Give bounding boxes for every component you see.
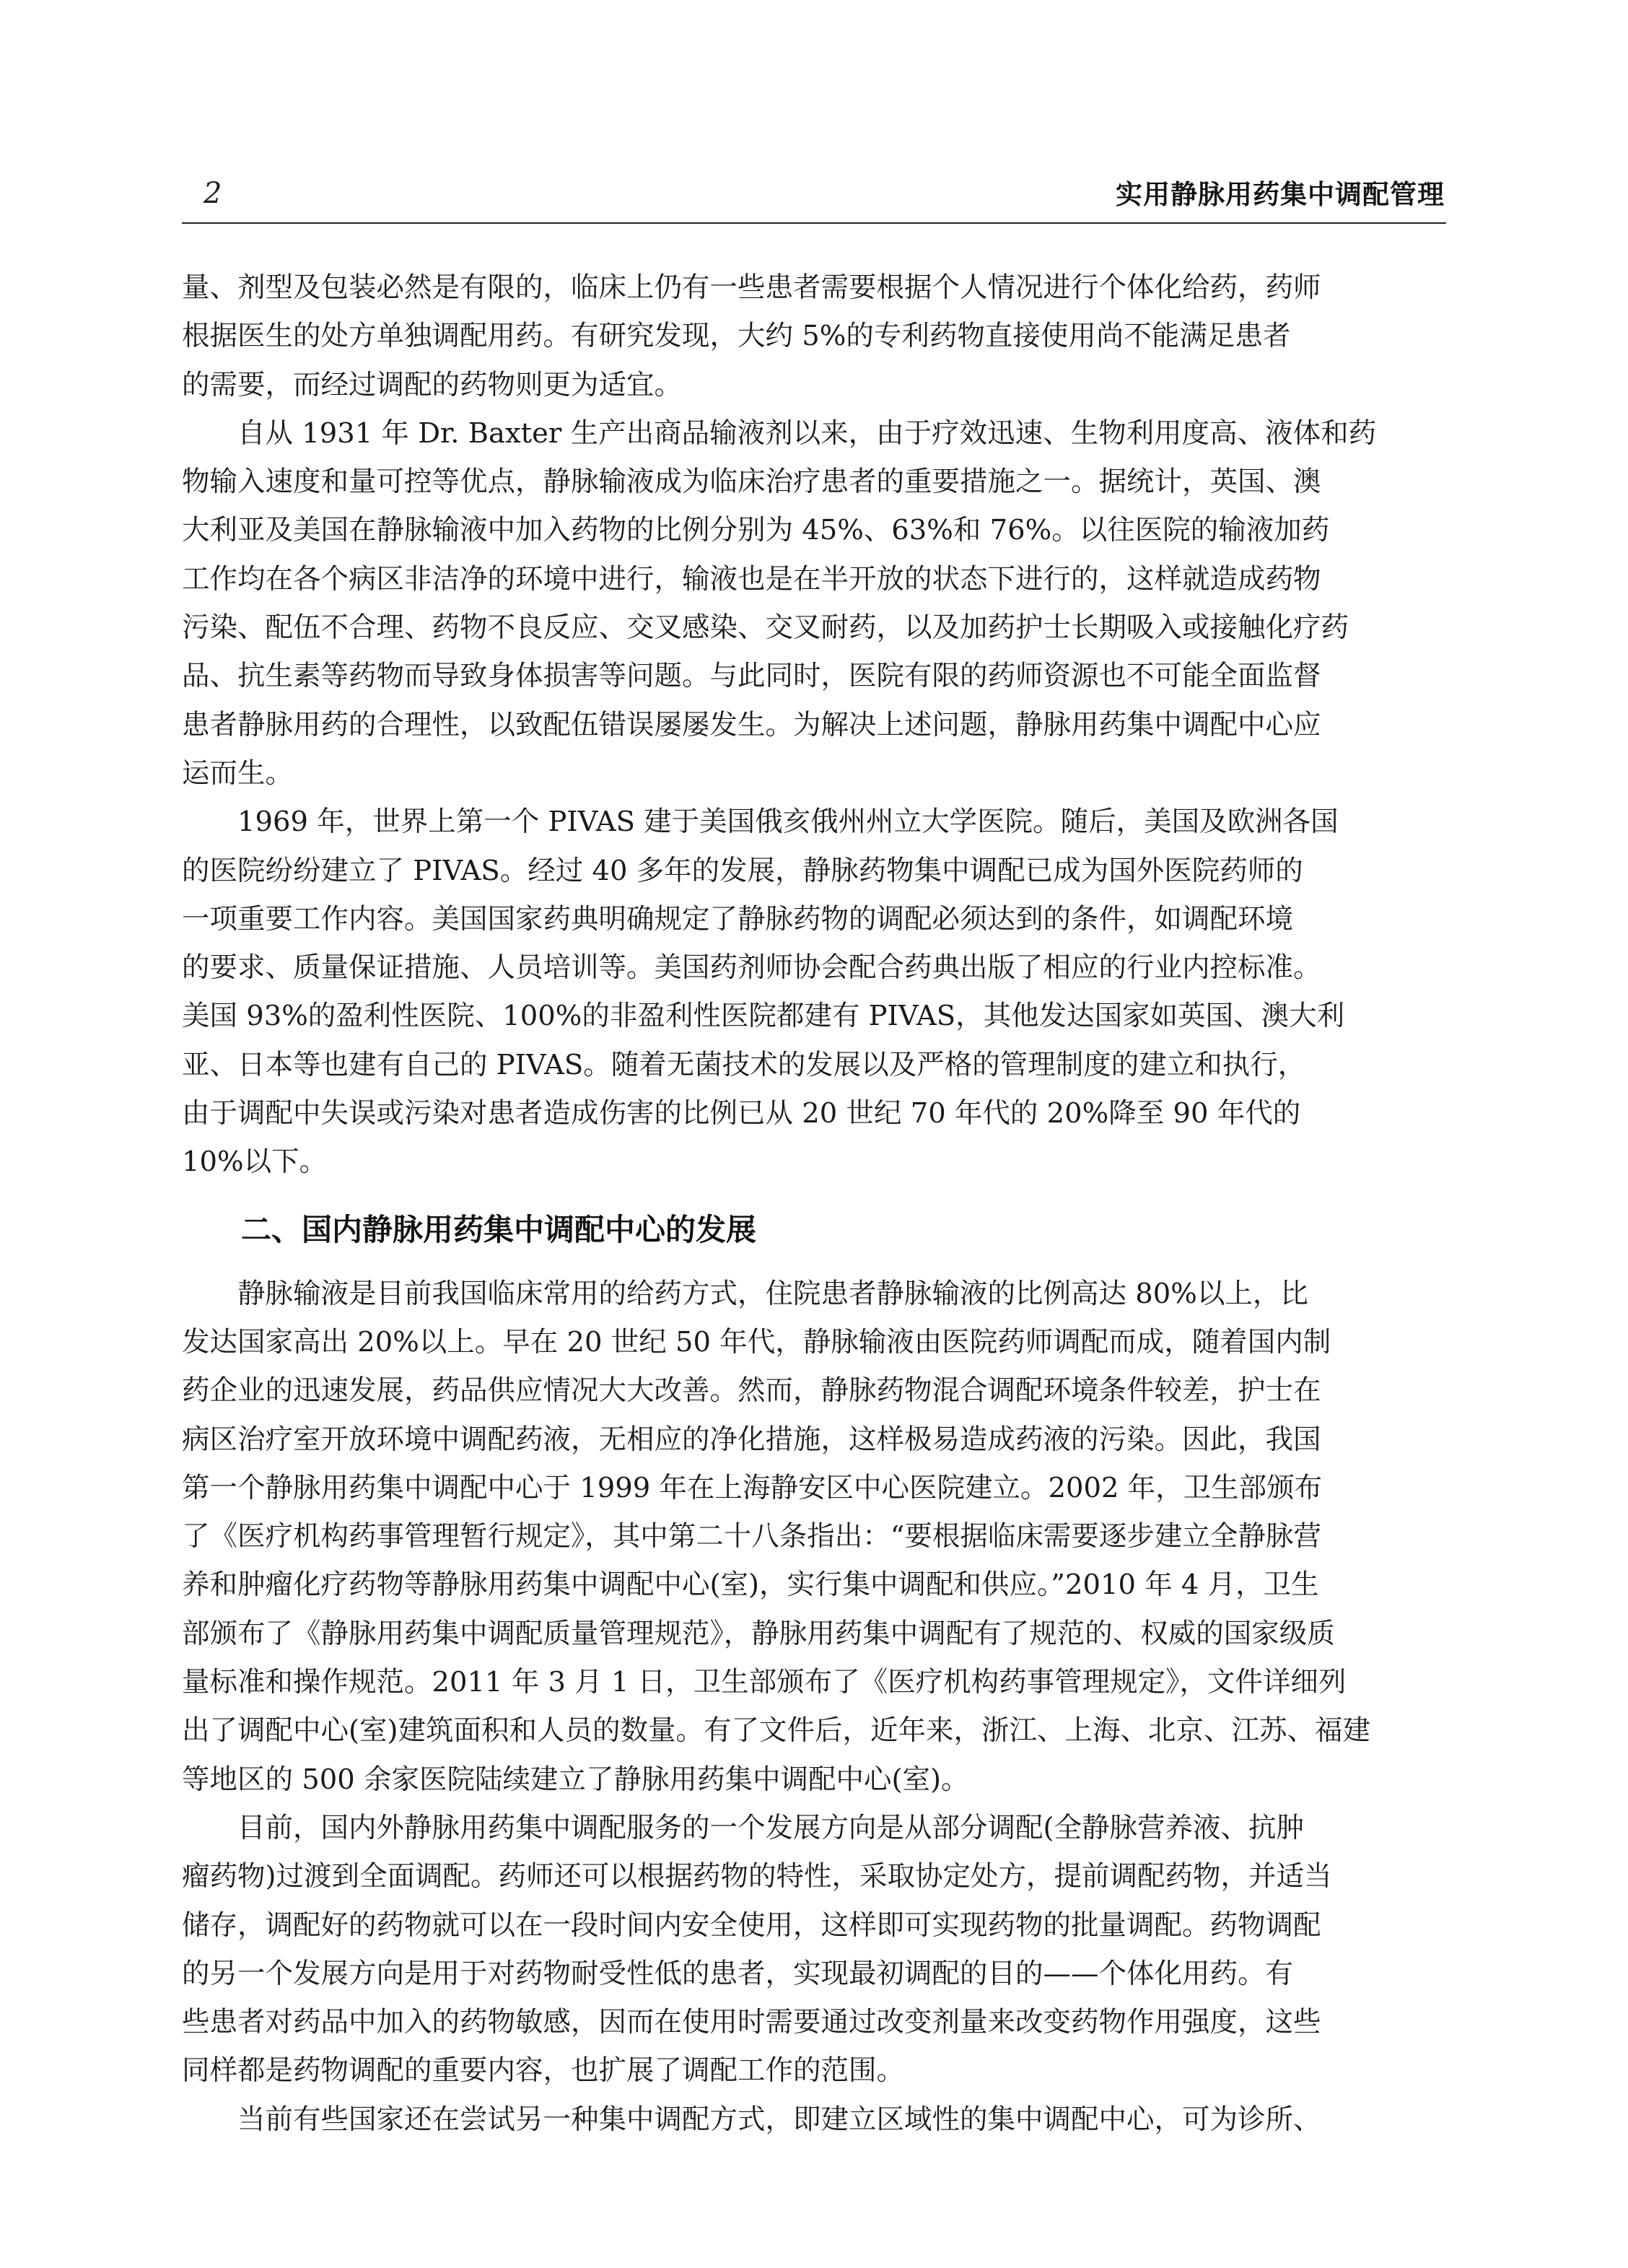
text-line: 药企业的迅速发展，药品供应情况大大改善。然而，静脉药物混合调配环境条件较差，护士在 (182, 1374, 1321, 1408)
page-header (182, 172, 1446, 224)
page-number: 2 (204, 177, 222, 210)
text-line: 一项重要工作内容。美国国家药典明确规定了静脉药物的调配必须达到的条件，如调配环境 (182, 902, 1294, 935)
section-heading: 二、国内静脉用药集中调配中心的发展 (241, 1211, 757, 1247)
text-line: 10%以下。 (182, 1146, 328, 1179)
text-line: 运而生。 (182, 756, 294, 790)
text-line: 了《医疗机构药事管理暂行规定》，其中第二十八条指出：“要根据临床需要逐步建立全静脉营 (182, 1520, 1321, 1553)
text-line: 的另一个发展方向是用于对药物耐受性低的患者，实现最初调配的目的——个体化用药。有 (182, 1957, 1294, 1990)
text-line: 养和肿瘤化疗药物等静脉用药集中调配中心(室)，实行集中调配和供应。”2010 年 4 月，卫生 (182, 1569, 1319, 1602)
text-line: 出了调配中心(室)建筑面积和人员的数量。有了文件后，近年来，浙江、上海、北京、江苏、福建 (182, 1714, 1371, 1748)
text-line: 物输入速度和量可控等优点，静脉输液成为临床治疗患者的重要措施之一。据统计，英国、澳 (182, 466, 1321, 499)
body-text (182, 263, 1446, 2144)
text-line: 工作均在各个病区非洁净的环境中进行，输液也是在半开放的状态下进行的，这样就造成药物 (182, 562, 1321, 596)
text-line: 病区治疗室开放环境中调配药液，无相应的净化措施，这样极易造成药液的污染。因此，我国 (182, 1423, 1321, 1456)
text-line: 瘤药物)过渡到全面调配。药师还可以根据药物的特性，采取协定处方，提前调配药物，并适当 (182, 1860, 1332, 1893)
text-line: 些患者对药品中加入的药物敏感，因而在使用时需要通过改变剂量来改变药物作用强度，这些 (182, 2006, 1321, 2039)
text-line: 自从 1931 年 Dr. Baxter 生产出商品输液剂以来，由于疗效迅速、生物利用度高、液体和药 (237, 416, 1377, 450)
text-line: 部颁布了《静脉用药集中调配质量管理规范》，静脉用药集中调配有了规范的、权威的国家级质 (182, 1617, 1335, 1650)
text-line: 大利亚及美国在静脉输液中加入药物的比例分别为 45%、63%和 76%。以往医院的输液加药 (182, 514, 1330, 547)
text-line: 等地区的 500 余家医院陆续建立了静脉用药集中调配中心(室)。 (182, 1763, 969, 1796)
paragraph-1 (182, 263, 1446, 409)
text-line: 由于调配中失误或污染对患者造成伤害的比例已从 20 世纪 70 年代的 20%降至 90 年代的 (182, 1097, 1301, 1130)
text-line: 的要求、质量保证措施、人员培训等。美国药剂师协会配合药典出版了相应的行业内控标准。 (182, 951, 1321, 985)
text-line: 根据医生的处方单独调配用药。有研究发现，大约 5%的专利药物直接使用尚不能满足患者 (182, 320, 1291, 353)
running-title: 实用静脉用药集中调配管理 (1116, 179, 1445, 210)
paragraph-3 (182, 798, 1446, 1186)
text-line: 的医院纷纷建立了 PIVAS。经过 40 多年的发展，静脉药物集中调配已成为国外医院药师的 (182, 854, 1303, 887)
text-line: 发达国家高出 20%以上。早在 20 世纪 50 年代，静脉输液由医院药师调配而成，随着国内制 (182, 1325, 1331, 1358)
text-line: 同样都是药物调配的重要内容，也扩展了调配工作的范围。 (182, 2054, 905, 2088)
text-line: 污染、配伍不合理、药物不良反应、交叉感染、交叉耐药，以及加药护士长期吸入或接触化疗药 (182, 611, 1349, 645)
text-line: 当前有些国家还在尝试另一种集中调配方式，即建立区域性的集中调配中心，可为诊所、 (237, 2103, 1321, 2136)
text-line: 量标准和操作规范。2011 年 3 月 1 日，卫生部颁布了《医疗机构药事管理规定》，文件详细列 (182, 1666, 1347, 1699)
text-line: 静脉输液是目前我国临床常用的给药方式，住院患者静脉输液的比例高达 80%以上，比 (237, 1277, 1308, 1310)
text-line: 储存，调配好的药物就可以在一段时间内安全使用，这样即可实现药物的批量调配。药物调配 (182, 1909, 1321, 1942)
text-line: 1969 年，世界上第一个 PIVAS 建于美国俄亥俄州州立大学医院。随后，美国及欧洲各国 (237, 806, 1339, 839)
paragraph-4 (182, 1270, 1446, 1804)
text-line: 美国 93%的盈利性医院、100%的非盈利性医院都建有 PIVAS，其他发达国家如英国、澳大利 (182, 1000, 1345, 1033)
text-line: 亚、日本等也建有自己的 PIVAS。随着无菌技术的发展以及严格的管理制度的建立和执行， (182, 1048, 1306, 1081)
text-line: 的需要，而经过调配的药物则更为适宜。 (182, 368, 683, 401)
text-line: 品、抗生素等药物而导致身体损害等问题。与此同时，医院有限的药师资源也不可能全面监督 (182, 660, 1321, 693)
paragraph-2 (182, 409, 1446, 798)
paragraph-6 (182, 2095, 1446, 2144)
text-line: 目前，国内外静脉用药集中调配服务的一个发展方向是从部分调配(全静脉营养液、抗肿 (237, 1811, 1305, 1844)
text-line: 患者静脉用药的合理性，以致配伍错误屡屡发生。为解决上述问题，静脉用药集中调配中心应 (182, 708, 1321, 741)
paragraph-5 (182, 1804, 1446, 2095)
text-line: 量、剂型及包装必然是有限的，临床上仍有一些患者需要根据个人情况进行个体化给药，药师 (182, 271, 1321, 304)
text-line: 第一个静脉用药集中调配中心于 1999 年在上海静安区中心医院建立。2002 年，卫生部颁布 (182, 1471, 1323, 1504)
